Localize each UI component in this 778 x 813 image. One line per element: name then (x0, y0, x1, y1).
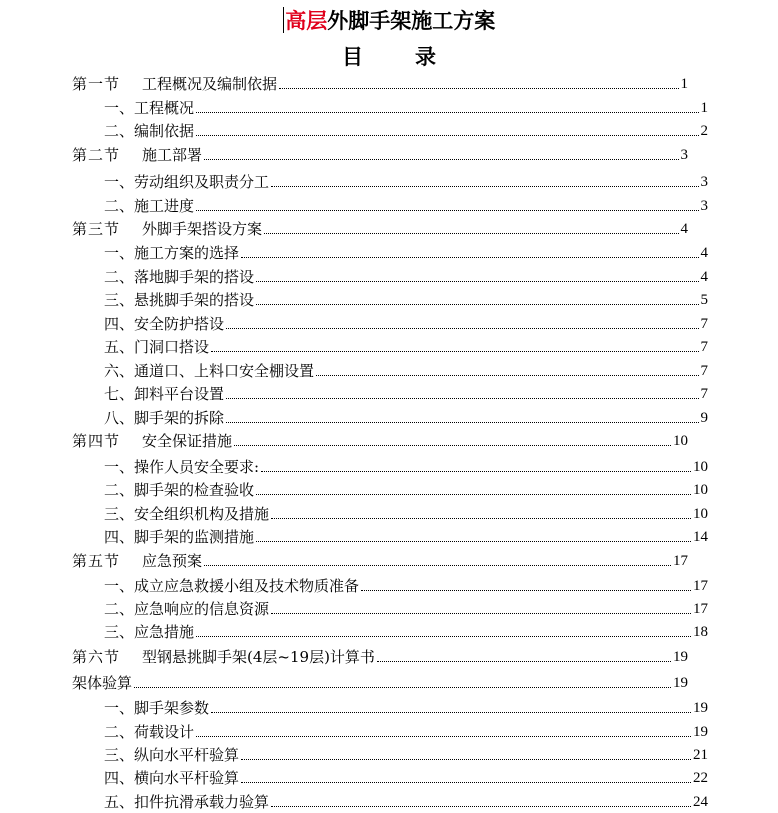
toc-entry-number: 三、 (104, 746, 135, 764)
toc-entry[interactable] (104, 359, 708, 381)
toc-dot-leader (211, 712, 691, 713)
toc-dot-leader (271, 518, 691, 519)
toc-entry[interactable] (72, 429, 688, 451)
toc-page-number: 10 (693, 506, 708, 522)
toc-entry[interactable] (104, 406, 708, 428)
toc-entry[interactable] (104, 382, 708, 404)
toc-entry[interactable] (104, 478, 708, 500)
toc-entry-label (72, 74, 277, 94)
toc-entry-label (72, 647, 375, 667)
toc-entry-label (104, 290, 254, 310)
toc-page-number: 7 (700, 339, 708, 355)
toc-page-number: 1 (680, 76, 688, 92)
toc-entry-text: 劳动组织及职责分工 (134, 173, 270, 191)
toc-dot-leader (361, 590, 691, 591)
toc-entry[interactable] (72, 143, 688, 165)
toc-dot-leader (196, 135, 698, 136)
toc-entry[interactable] (104, 288, 708, 310)
toc-entry-label (104, 267, 254, 287)
toc-dot-leader (256, 494, 691, 495)
toc-entry-label (104, 768, 239, 788)
toc-entry[interactable] (104, 766, 708, 788)
toc-entry-label (104, 243, 239, 263)
toc-entry-number: 四、 (104, 528, 135, 546)
toc-entry-text: 安全防护搭设 (134, 315, 225, 333)
toc-entry-label (104, 457, 259, 477)
toc-entry-text: 脚手架的监测措施 (134, 528, 255, 546)
toc-entry-text: 通道口、上料口安全棚设置 (134, 362, 315, 380)
toc-entry-text: 工程概况及编制依据 (142, 75, 278, 93)
toc-entry-label (72, 551, 202, 571)
toc-dot-leader (316, 375, 698, 376)
toc-entry[interactable] (104, 241, 708, 263)
toc-dot-leader (211, 351, 698, 352)
toc-page-number: 7 (700, 363, 708, 379)
toc-dot-leader (196, 736, 691, 737)
toc-dot-leader (196, 112, 698, 113)
toc-entry[interactable] (104, 720, 708, 742)
toc-page-number: 10 (673, 433, 688, 449)
toc-entry[interactable] (104, 696, 708, 718)
toc-dot-leader (264, 233, 678, 234)
toc-entry-text: 应急响应的信息资源 (134, 600, 270, 618)
toc-dot-leader (226, 422, 698, 423)
toc-entry-label (104, 745, 239, 765)
toc-entry-number: 第四节 (72, 432, 121, 450)
toc-entry-label (104, 527, 254, 547)
toc-entry-text: 编制依据 (134, 122, 195, 140)
toc-dot-leader (234, 445, 671, 446)
toc-dot-leader (134, 687, 671, 688)
toc-page-number: 3 (680, 147, 688, 163)
toc-entry-label (104, 792, 269, 812)
toc-page-number: 1 (700, 100, 708, 116)
toc-entry-number: 一、 (104, 458, 135, 476)
toc-entry-text: 荷载设计 (134, 723, 195, 741)
toc-entry-label (104, 599, 269, 619)
toc-page-number: 22 (693, 770, 708, 786)
toc-page-number: 3 (700, 198, 708, 214)
toc-heading-char-1: 目 (342, 45, 363, 69)
toc-entry-text: 外脚手架搭设方案 (142, 220, 263, 238)
toc-dot-leader (279, 88, 678, 89)
toc-entry-text: 悬挑脚手架的搭设 (134, 291, 255, 309)
toc-entry-number: 二、 (104, 122, 135, 140)
toc-entry-number: 二、 (104, 197, 135, 215)
toc-entry[interactable] (104, 312, 708, 334)
toc-entry-text: 施工部署 (142, 146, 203, 164)
toc-entry-number: 一、 (104, 244, 135, 262)
toc-entry-label (104, 722, 194, 742)
toc-entry[interactable] (104, 597, 708, 619)
toc-entry-text: 扣件抗滑承载力验算 (134, 793, 270, 811)
toc-page-number: 10 (693, 482, 708, 498)
toc-entry-text: 脚手架的拆除 (134, 409, 225, 427)
toc-entry-text: 落地脚手架的搭设 (134, 268, 255, 286)
title-rest: 外脚手架施工方案 (327, 9, 496, 33)
toc-page-number: 4 (680, 221, 688, 237)
toc-page-number: 24 (693, 794, 708, 810)
toc-entry[interactable] (72, 217, 688, 239)
toc-page-number: 19 (673, 675, 688, 691)
toc-entry-text: 脚手架的检查验收 (134, 481, 255, 499)
toc-entry-label (72, 673, 132, 693)
toc-dot-leader (256, 304, 698, 305)
toc-page-number: 5 (700, 292, 708, 308)
toc-dot-leader (196, 636, 691, 637)
toc-entry-text: 操作人员安全要求: (134, 458, 260, 476)
toc-entry-label (104, 480, 254, 500)
toc-entry-number: 三、 (104, 623, 135, 641)
toc-entry[interactable] (104, 455, 708, 477)
toc-entry-label (104, 196, 194, 216)
toc-page-number: 4 (700, 269, 708, 285)
toc-dot-leader (204, 565, 671, 566)
toc-entry-number: 四、 (104, 315, 135, 333)
toc-entry-number: 五、 (104, 338, 135, 356)
toc-entry-number: 第五节 (72, 552, 121, 570)
toc-entry-text: 成立应急救援小组及技术物质准备 (134, 577, 360, 595)
toc-entry[interactable] (104, 525, 708, 547)
toc-entry[interactable] (104, 502, 708, 524)
toc-page-number: 9 (700, 410, 708, 426)
toc-entry[interactable] (72, 671, 688, 693)
toc-dot-leader (256, 541, 691, 542)
toc-page-number: 19 (693, 700, 708, 716)
toc-page-number: 19 (673, 649, 688, 665)
toc-entry[interactable] (104, 620, 708, 642)
toc-entry-text: 架体验算 (72, 674, 133, 692)
toc-entry-number: 第六节 (72, 648, 121, 666)
toc-page-number: 4 (700, 245, 708, 261)
toc-entry-number: 五、 (104, 793, 135, 811)
toc-entry[interactable] (104, 790, 708, 812)
toc-entry-label (104, 314, 224, 334)
toc-page-number: 17 (673, 553, 688, 569)
toc-dot-leader (241, 759, 691, 760)
toc-entry-label (104, 361, 314, 381)
toc-entry[interactable] (104, 170, 708, 192)
toc-entry-text: 施工进度 (134, 197, 195, 215)
toc-dot-leader (271, 806, 691, 807)
toc-dot-leader (271, 613, 691, 614)
toc-entry-label (72, 431, 232, 451)
toc-entry-text: 门洞口搭设 (134, 338, 210, 356)
toc-heading-char-2: 录 (415, 45, 436, 69)
toc-entry-number: 第三节 (72, 220, 121, 238)
toc-entry-label (104, 121, 194, 141)
toc-entry-number: 第一节 (72, 75, 121, 93)
toc-entry-label (104, 384, 224, 404)
toc-entry[interactable] (72, 645, 688, 667)
toc-page-number: 19 (693, 724, 708, 740)
toc-entry[interactable] (104, 119, 708, 141)
toc-entry-text: 应急预案 (142, 552, 203, 570)
toc-entry-text: 纵向水平杆验算 (134, 746, 240, 764)
toc-entry-number: 一、 (104, 699, 135, 717)
toc-entry-number: 第二节 (72, 146, 121, 164)
toc-entry-label (104, 408, 224, 428)
toc-entry-text: 工程概况 (134, 99, 195, 117)
toc-entry-label (104, 172, 269, 192)
toc-dot-leader (241, 257, 698, 258)
toc-entry-number: 四、 (104, 769, 135, 787)
toc-entry-number: 二、 (104, 600, 135, 618)
toc-entry[interactable] (104, 265, 708, 287)
toc-entry-text: 卸料平台设置 (134, 385, 225, 403)
toc-entry[interactable] (104, 194, 708, 216)
toc-dot-leader (271, 186, 698, 187)
toc-page-number: 7 (700, 386, 708, 402)
toc-page-number: 18 (693, 624, 708, 640)
toc-entry-label (104, 698, 209, 718)
toc-dot-leader (226, 398, 698, 399)
toc-page-number: 17 (693, 601, 708, 617)
toc-entry-text: 横向水平杆验算 (134, 769, 240, 787)
toc-entry-label (104, 622, 194, 642)
toc-entry-label (104, 98, 194, 118)
toc-dot-leader (261, 471, 691, 472)
toc-entry-text: 施工方案的选择 (134, 244, 240, 262)
toc-entry-label (72, 145, 202, 165)
toc-entry-number: 三、 (104, 291, 135, 309)
toc-entry-text: 安全组织机构及措施 (134, 505, 270, 523)
toc-entry-label (104, 337, 209, 357)
toc-dot-leader (256, 281, 698, 282)
toc-page-number: 10 (693, 459, 708, 475)
toc-entry[interactable] (72, 72, 688, 94)
toc-dot-leader (226, 328, 698, 329)
toc-entry-label (104, 504, 269, 524)
toc-entry[interactable] (104, 96, 708, 118)
toc-entry[interactable] (104, 743, 708, 765)
toc-entry-number: 七、 (104, 385, 135, 403)
toc-entry-number: 六、 (104, 362, 135, 380)
toc-page-number: 7 (700, 316, 708, 332)
toc-entry-text: 应急措施 (134, 623, 195, 641)
toc-entry-number: 一、 (104, 577, 135, 595)
toc-entry-number: 八、 (104, 409, 135, 427)
toc-entry[interactable] (104, 574, 708, 596)
toc-entry-text: 脚手架参数 (134, 699, 210, 717)
toc-dot-leader (204, 159, 678, 160)
toc-entry[interactable] (104, 335, 708, 357)
toc-dot-leader (377, 661, 671, 662)
toc-entry-number: 三、 (104, 505, 135, 523)
toc-entry-number: 二、 (104, 481, 135, 499)
toc-dot-leader (241, 782, 691, 783)
toc-entry-number: 二、 (104, 723, 135, 741)
toc-page-number: 21 (693, 747, 708, 763)
toc-entry-number: 二、 (104, 268, 135, 286)
toc-dot-leader (196, 210, 698, 211)
title-highlight: 高层 (285, 9, 328, 33)
toc-page-number: 17 (693, 578, 708, 594)
toc-entry-number: 一、 (104, 173, 135, 191)
toc-entry-text: 安全保证措施 (142, 432, 233, 450)
toc-entry-label (72, 219, 262, 239)
toc-entry-label (104, 576, 359, 596)
toc-page-number: 14 (693, 529, 708, 545)
toc-entry-number: 一、 (104, 99, 135, 117)
toc-page-number: 3 (700, 174, 708, 190)
toc-entry-text: 型钢悬挑脚手架(4层~19层)计算书 (142, 648, 375, 666)
toc-page-number: 2 (700, 123, 708, 139)
toc-entry[interactable] (72, 549, 688, 571)
